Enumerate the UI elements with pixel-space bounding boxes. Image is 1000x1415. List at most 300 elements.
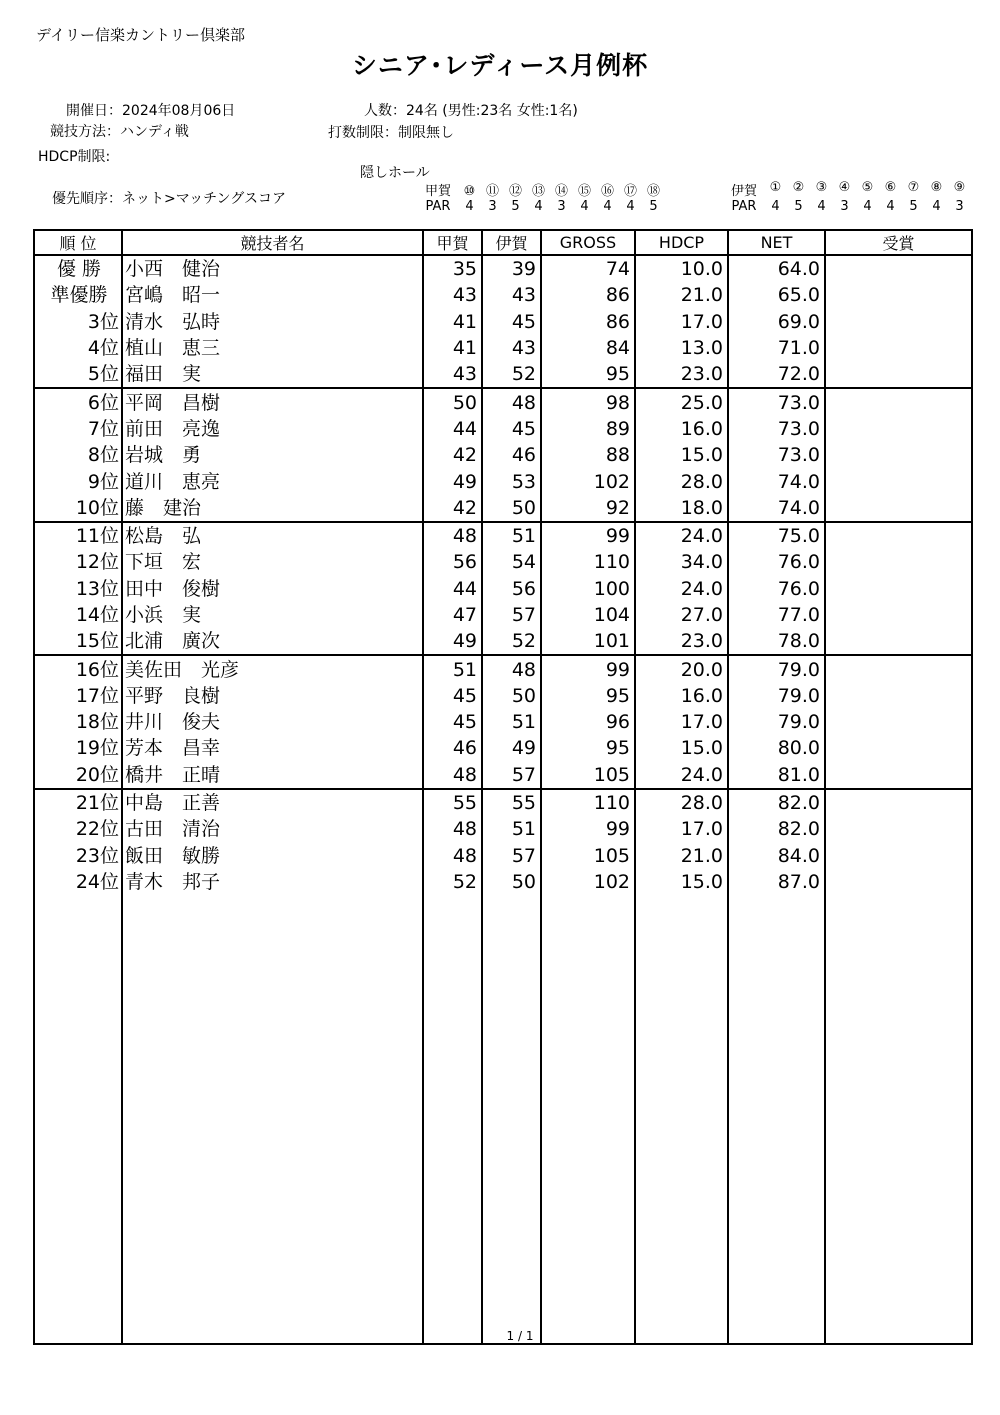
back-par-row	[724, 199, 971, 214]
cell-rank: 24位	[34, 869, 122, 895]
cell-f: 46	[423, 735, 482, 761]
hole-cell: 4	[534, 199, 543, 214]
hole-cell: ⑯	[600, 184, 614, 199]
players-row	[364, 100, 578, 120]
cell-f: 48	[423, 843, 482, 869]
cell-b: 56	[482, 576, 541, 602]
cell-b: 51	[482, 709, 541, 735]
cell-award	[825, 843, 972, 869]
hole-cell: 3	[840, 199, 849, 214]
cell-award	[825, 789, 972, 816]
cell-f: 51	[423, 655, 482, 682]
cell-hdcp: 21.0	[635, 843, 728, 869]
hdcp-limit-label: HDCP制限:	[38, 149, 111, 165]
cell-name: 小西 健治	[122, 255, 423, 282]
cell-hdcp: 16.0	[635, 416, 728, 442]
cell-gross: 105	[541, 762, 635, 789]
cell-net: 76.0	[728, 549, 825, 575]
hole-cell: 4	[932, 199, 941, 214]
table-row	[34, 282, 972, 308]
cell-net: 79.0	[728, 709, 825, 735]
cell-award	[825, 335, 972, 361]
cell-b: 48	[482, 655, 541, 682]
cell-f: 41	[423, 309, 482, 335]
cell-b: 45	[482, 416, 541, 442]
cell-rank: 22位	[34, 816, 122, 842]
hole-cell: 5	[794, 199, 803, 214]
table-row	[34, 361, 972, 388]
hole-cell: 4	[863, 199, 872, 214]
cell-hdcp: 24.0	[635, 762, 728, 789]
page-number: 1 / 1	[506, 1329, 534, 1343]
cell-name: 美佐田 光彦	[122, 655, 423, 682]
cell-net: 78.0	[728, 628, 825, 655]
table-row	[34, 683, 972, 709]
cell-name: 青木 邦子	[122, 869, 423, 895]
cell-gross: 110	[541, 789, 635, 816]
hole-cell: ⑮	[577, 184, 591, 199]
cell-award	[825, 416, 972, 442]
cell-net: 73.0	[728, 388, 825, 415]
cell-net: 77.0	[728, 602, 825, 628]
cell-award	[825, 628, 972, 655]
cell-gross: 88	[541, 442, 635, 468]
cell-f: 35	[423, 255, 482, 282]
cell-b: 53	[482, 468, 541, 494]
table-row	[34, 789, 972, 816]
cell-net: 73.0	[728, 416, 825, 442]
col-header-gross: GROSS	[541, 230, 635, 255]
cell-net: 81.0	[728, 762, 825, 789]
cell-name: 飯田 敏勝	[122, 843, 423, 869]
table-row	[34, 255, 972, 282]
cell-name: 芳本 昌幸	[122, 735, 423, 761]
hole-cell: ④	[838, 180, 851, 195]
cell-name: 小浜 実	[122, 602, 423, 628]
cell-rank: 準優勝	[34, 282, 122, 308]
cell-b: 57	[482, 602, 541, 628]
empty-cell	[825, 895, 972, 1344]
cell-f: 52	[423, 869, 482, 895]
cell-b: 51	[482, 522, 541, 549]
cell-hdcp: 18.0	[635, 495, 728, 522]
cell-award	[825, 602, 972, 628]
cell-gross: 86	[541, 309, 635, 335]
cell-net: 84.0	[728, 843, 825, 869]
cell-name: 宮嶋 昭一	[122, 282, 423, 308]
table-row	[34, 549, 972, 575]
cell-net: 72.0	[728, 361, 825, 388]
col-header-name: 競技者名	[122, 230, 423, 255]
cell-award	[825, 869, 972, 895]
cell-f: 48	[423, 762, 482, 789]
cell-hdcp: 10.0	[635, 255, 728, 282]
cell-f: 49	[423, 468, 482, 494]
cell-gross: 99	[541, 816, 635, 842]
cell-name: 道川 恵亮	[122, 468, 423, 494]
page-title: シニア･レディース月例杯	[351, 51, 649, 80]
table-row	[34, 495, 972, 522]
cell-hdcp: 15.0	[635, 869, 728, 895]
cell-net: 69.0	[728, 309, 825, 335]
date-label: 開催日：	[66, 103, 122, 119]
cell-b: 52	[482, 628, 541, 655]
front-par-row	[418, 199, 665, 214]
players-value: 24名 (男性:23名 女性:1名)	[406, 103, 578, 119]
hole-cell: 4	[771, 199, 780, 214]
col-header-front: 甲賀	[423, 230, 482, 255]
cell-hdcp: 17.0	[635, 816, 728, 842]
table-row	[34, 335, 972, 361]
hole-cell: ⑨	[953, 180, 966, 195]
cell-rank: 5位	[34, 361, 122, 388]
cell-b: 55	[482, 789, 541, 816]
cell-f: 48	[423, 816, 482, 842]
date-value: 2024年08月06日	[122, 103, 236, 119]
cell-gross: 98	[541, 388, 635, 415]
cell-b: 49	[482, 735, 541, 761]
cell-award	[825, 361, 972, 388]
cell-hdcp: 28.0	[635, 468, 728, 494]
hole-cell: 3	[557, 199, 566, 214]
table-row	[34, 762, 972, 789]
cell-name: 古田 清治	[122, 816, 423, 842]
cell-rank: 20位	[34, 762, 122, 789]
cell-b: 57	[482, 762, 541, 789]
cell-rank: 23位	[34, 843, 122, 869]
cell-name: 北浦 廣次	[122, 628, 423, 655]
cell-name: 井川 俊夫	[122, 709, 423, 735]
cell-f: 48	[423, 522, 482, 549]
cell-hdcp: 21.0	[635, 282, 728, 308]
hole-cell: 4	[603, 199, 612, 214]
hole-cell: 4	[886, 199, 895, 214]
hole-cell: 4	[465, 199, 474, 214]
hole-cell: ⑩	[463, 184, 476, 199]
cell-gross: 102	[541, 869, 635, 895]
cell-b: 54	[482, 549, 541, 575]
cell-b: 51	[482, 816, 541, 842]
cell-b: 50	[482, 683, 541, 709]
hole-cell: 5	[511, 199, 520, 214]
hole-cell: ⑧	[930, 180, 943, 195]
cell-name: 清水 弘時	[122, 309, 423, 335]
cell-name: 平野 良樹	[122, 683, 423, 709]
cell-award	[825, 735, 972, 761]
cell-gross: 95	[541, 683, 635, 709]
cell-net: 65.0	[728, 282, 825, 308]
cell-b: 52	[482, 361, 541, 388]
cell-b: 50	[482, 869, 541, 895]
hole-cell: ①	[769, 180, 782, 195]
cell-gross: 101	[541, 628, 635, 655]
priority-label: 優先順序：	[52, 191, 122, 207]
cell-award	[825, 816, 972, 842]
cell-rank: 6位	[34, 388, 122, 415]
table-row	[34, 735, 972, 761]
table-row	[34, 522, 972, 549]
cell-name: 中島 正善	[122, 789, 423, 816]
cell-f: 56	[423, 549, 482, 575]
front-par-label: PAR	[425, 199, 451, 214]
cell-award	[825, 309, 972, 335]
cell-hdcp: 15.0	[635, 735, 728, 761]
cell-gross: 99	[541, 522, 635, 549]
col-header-back: 伊賀	[482, 230, 541, 255]
cell-b: 43	[482, 282, 541, 308]
cell-net: 79.0	[728, 655, 825, 682]
col-header-award: 受賞	[825, 230, 972, 255]
back-course-name: 伊賀	[730, 184, 757, 199]
cell-f: 41	[423, 335, 482, 361]
cell-gross: 92	[541, 495, 635, 522]
hole-cell: ⑪	[485, 184, 499, 199]
cell-award	[825, 255, 972, 282]
back-holes-row	[724, 180, 971, 199]
players-label: 人数：	[364, 103, 406, 119]
col-header-net: NET	[728, 230, 825, 255]
table-row	[34, 869, 972, 895]
hole-cell: ⑬	[531, 184, 545, 199]
cell-award	[825, 576, 972, 602]
cell-award	[825, 442, 972, 468]
table-row	[34, 709, 972, 735]
cell-rank: 17位	[34, 683, 122, 709]
cell-net: 74.0	[728, 495, 825, 522]
cell-b: 46	[482, 442, 541, 468]
cell-b: 43	[482, 335, 541, 361]
cell-gross: 84	[541, 335, 635, 361]
cell-hdcp: 20.0	[635, 655, 728, 682]
cell-rank: 14位	[34, 602, 122, 628]
cell-net: 87.0	[728, 869, 825, 895]
cell-gross: 95	[541, 735, 635, 761]
table-row	[34, 309, 972, 335]
front-hole-list	[458, 180, 665, 199]
cell-name: 下垣 宏	[122, 549, 423, 575]
cell-name: 前田 亮逸	[122, 416, 423, 442]
table-row	[34, 602, 972, 628]
cell-rank: 10位	[34, 495, 122, 522]
table-row	[34, 468, 972, 494]
cell-f: 43	[423, 282, 482, 308]
cell-hdcp: 24.0	[635, 576, 728, 602]
date-row	[66, 100, 235, 120]
cell-name: 福田 実	[122, 361, 423, 388]
cell-award	[825, 468, 972, 494]
cell-rank: 8位	[34, 442, 122, 468]
cell-f: 43	[423, 361, 482, 388]
cell-award	[825, 282, 972, 308]
cell-award	[825, 655, 972, 682]
cell-rank: 優 勝	[34, 255, 122, 282]
cell-rank: 13位	[34, 576, 122, 602]
cell-award	[825, 709, 972, 735]
cell-gross: 96	[541, 709, 635, 735]
hole-cell: ②	[792, 180, 805, 195]
back-hole-list	[764, 180, 971, 199]
col-header-hdcp: HDCP	[635, 230, 728, 255]
cell-award	[825, 762, 972, 789]
cell-b: 50	[482, 495, 541, 522]
hole-cell: ⑤	[861, 180, 874, 195]
cell-gross: 74	[541, 255, 635, 282]
hole-cell: 5	[649, 199, 658, 214]
cell-hdcp: 13.0	[635, 335, 728, 361]
cell-b: 39	[482, 255, 541, 282]
method-row	[50, 121, 189, 141]
hole-cell: ⑫	[508, 184, 522, 199]
cell-rank: 12位	[34, 549, 122, 575]
cell-gross: 100	[541, 576, 635, 602]
results-table	[33, 229, 973, 1345]
cell-f: 45	[423, 709, 482, 735]
cell-net: 75.0	[728, 522, 825, 549]
hole-cell: 4	[626, 199, 635, 214]
cell-f: 49	[423, 628, 482, 655]
table-row	[34, 816, 972, 842]
cell-name: 藤 建治	[122, 495, 423, 522]
priority-value: ネット>マッチングスコア	[122, 191, 287, 207]
cell-rank: 9位	[34, 468, 122, 494]
cell-rank: 19位	[34, 735, 122, 761]
limit-label: 打数制限：	[328, 125, 398, 141]
cell-b: 45	[482, 309, 541, 335]
front-course-name: 甲賀	[424, 184, 451, 199]
cell-gross: 105	[541, 843, 635, 869]
empty-cell	[541, 895, 635, 1344]
cell-f: 42	[423, 495, 482, 522]
cell-gross: 102	[541, 468, 635, 494]
cell-net: 76.0	[728, 576, 825, 602]
hole-cell: 4	[580, 199, 589, 214]
table-row	[34, 843, 972, 869]
cell-rank: 18位	[34, 709, 122, 735]
table-row	[34, 655, 972, 682]
cell-gross: 110	[541, 549, 635, 575]
cell-gross: 99	[541, 655, 635, 682]
method-value: ハンディ戦	[120, 124, 189, 140]
cell-award	[825, 549, 972, 575]
cell-net: 80.0	[728, 735, 825, 761]
cell-hdcp: 17.0	[635, 309, 728, 335]
back-par-label: PAR	[731, 199, 757, 214]
table-header-row	[34, 230, 972, 255]
cell-b: 57	[482, 843, 541, 869]
cell-gross: 95	[541, 361, 635, 388]
cell-f: 47	[423, 602, 482, 628]
table-row	[34, 576, 972, 602]
hole-cell: ⑥	[884, 180, 897, 195]
empty-cell	[122, 895, 423, 1344]
cell-rank: 7位	[34, 416, 122, 442]
cell-name: 松島 弘	[122, 522, 423, 549]
cell-hdcp: 23.0	[635, 361, 728, 388]
empty-cell	[728, 895, 825, 1344]
priority-row	[52, 188, 286, 208]
club-name: デイリー信楽カントリー倶楽部	[36, 26, 245, 44]
cell-name: 植山 恵三	[122, 335, 423, 361]
cell-net: 71.0	[728, 335, 825, 361]
cell-hdcp: 25.0	[635, 388, 728, 415]
cell-award	[825, 683, 972, 709]
hidden-holes-label: 隠しホール	[360, 165, 430, 181]
cell-hdcp: 24.0	[635, 522, 728, 549]
table-row	[34, 628, 972, 655]
cell-hdcp: 27.0	[635, 602, 728, 628]
cell-f: 44	[423, 576, 482, 602]
table-filler-row	[34, 895, 972, 1344]
cell-f: 42	[423, 442, 482, 468]
cell-hdcp: 34.0	[635, 549, 728, 575]
cell-hdcp: 17.0	[635, 709, 728, 735]
table-row	[34, 416, 972, 442]
cell-gross: 86	[541, 282, 635, 308]
hole-cell: ⑦	[907, 180, 920, 195]
front-par-list	[458, 199, 665, 214]
cell-gross: 104	[541, 602, 635, 628]
cell-net: 73.0	[728, 442, 825, 468]
cell-name: 橋井 正晴	[122, 762, 423, 789]
cell-f: 44	[423, 416, 482, 442]
cell-rank: 11位	[34, 522, 122, 549]
cell-award	[825, 522, 972, 549]
col-header-rank: 順 位	[34, 230, 122, 255]
hole-cell: 4	[817, 199, 826, 214]
hole-cell: 3	[488, 199, 497, 214]
cell-rank: 4位	[34, 335, 122, 361]
cell-f: 50	[423, 388, 482, 415]
empty-cell	[482, 895, 541, 1344]
empty-cell	[635, 895, 728, 1344]
cell-net: 82.0	[728, 816, 825, 842]
cell-rank: 3位	[34, 309, 122, 335]
limit-value: 制限無し	[398, 125, 454, 141]
cell-hdcp: 28.0	[635, 789, 728, 816]
table-row	[34, 442, 972, 468]
cell-rank: 15位	[34, 628, 122, 655]
cell-gross: 89	[541, 416, 635, 442]
back-par-list	[764, 199, 971, 214]
cell-name: 田中 俊樹	[122, 576, 423, 602]
limit-row	[328, 122, 454, 142]
front-holes-row	[418, 180, 665, 199]
cell-name: 平岡 昌樹	[122, 388, 423, 415]
empty-cell	[423, 895, 482, 1344]
cell-award	[825, 388, 972, 415]
cell-net: 64.0	[728, 255, 825, 282]
cell-f: 45	[423, 683, 482, 709]
cell-f: 55	[423, 789, 482, 816]
cell-rank: 21位	[34, 789, 122, 816]
empty-cell	[34, 895, 122, 1344]
cell-hdcp: 16.0	[635, 683, 728, 709]
cell-hdcp: 23.0	[635, 628, 728, 655]
cell-name: 岩城 勇	[122, 442, 423, 468]
cell-net: 82.0	[728, 789, 825, 816]
method-label: 競技方法：	[50, 124, 120, 140]
hole-cell: ③	[815, 180, 828, 195]
cell-b: 48	[482, 388, 541, 415]
cell-net: 79.0	[728, 683, 825, 709]
hole-cell: 3	[955, 199, 964, 214]
hole-cell: ⑰	[623, 184, 637, 199]
hole-cell: ⑱	[646, 184, 660, 199]
cell-hdcp: 15.0	[635, 442, 728, 468]
cell-net: 74.0	[728, 468, 825, 494]
cell-award	[825, 495, 972, 522]
cell-rank: 16位	[34, 655, 122, 682]
